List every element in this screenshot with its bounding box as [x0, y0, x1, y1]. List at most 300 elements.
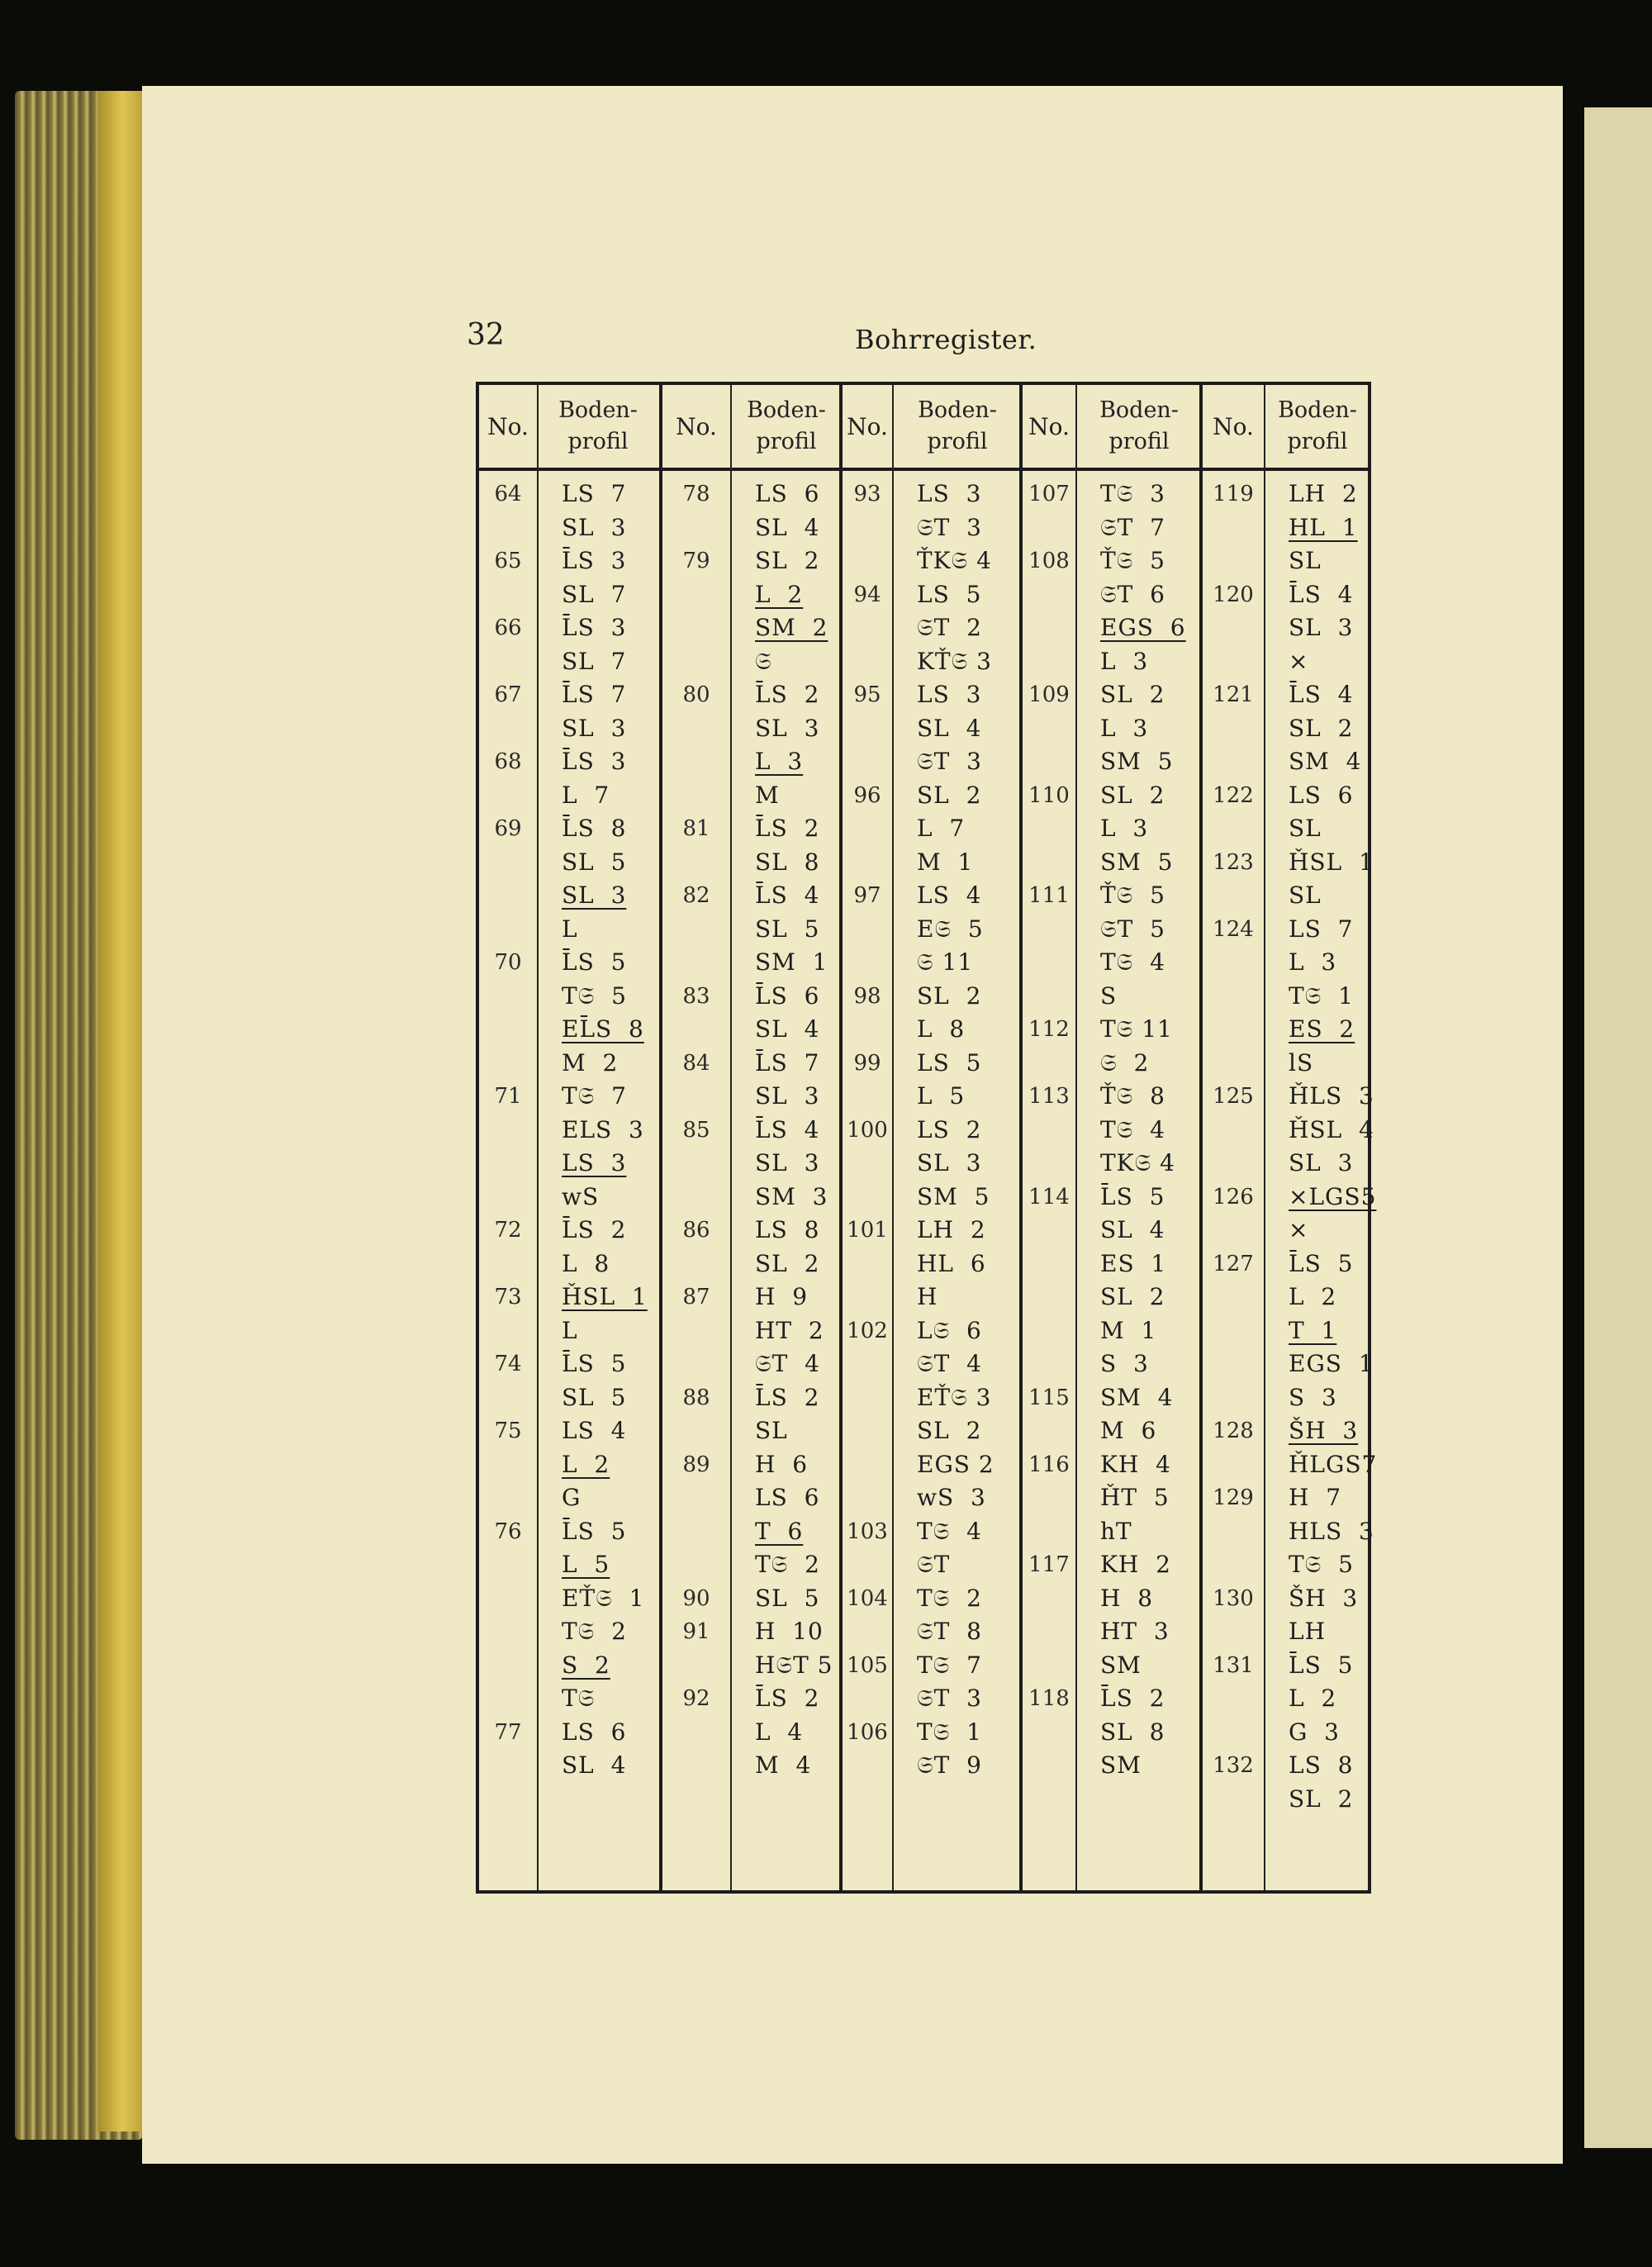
boring-number: [843, 1381, 892, 1414]
boring-number: [843, 946, 892, 979]
boring-number: [479, 1649, 537, 1682]
table-row: [843, 678, 1023, 711]
table-row: [843, 511, 1023, 544]
soil-profile-code: SL 4: [562, 1751, 627, 1779]
table-row: [662, 946, 843, 979]
table-row: [843, 1716, 1023, 1749]
column-header-bodenprofil: Boden- profil: [747, 397, 826, 454]
boring-number: 92: [682, 1686, 710, 1711]
table-row: [479, 1347, 659, 1381]
soil-profile-code: SL 5: [562, 848, 627, 876]
boring-number: [843, 846, 892, 879]
table-row: [479, 1314, 659, 1347]
soil-profile-code: M 6: [1100, 1417, 1157, 1444]
table-row: [479, 1080, 659, 1113]
table-row: [662, 645, 843, 678]
boring-number: [1203, 1047, 1264, 1080]
table-row: [662, 1214, 843, 1247]
boring-number: [1023, 980, 1075, 1013]
table-row: [662, 913, 843, 946]
soil-profile-code: SL 3: [755, 714, 820, 742]
table-row: [662, 712, 843, 745]
soil-profile-code: ȞLS 3: [1289, 1082, 1374, 1110]
table-row: [662, 1548, 843, 1581]
table-row: [843, 1448, 1023, 1481]
soil-profile-code: H: [917, 1283, 938, 1310]
boring-number: 87: [682, 1285, 710, 1309]
boring-number: [662, 1515, 730, 1548]
table-row: [843, 1347, 1023, 1381]
boring-number: 68: [494, 749, 522, 774]
soil-profile-code: LH 2: [917, 1216, 986, 1243]
soil-profile-code: KH 4: [1100, 1450, 1171, 1478]
table-row: [1203, 1047, 1371, 1080]
table-row: [662, 1147, 843, 1180]
boring-number: [479, 1548, 537, 1581]
soil-profile-code: L 2: [1289, 1283, 1337, 1310]
boring-number: [1203, 1381, 1264, 1414]
boring-number: [1023, 1214, 1075, 1247]
soil-profile-code: EGS 6: [1100, 614, 1186, 641]
boring-number: 131: [1213, 1652, 1254, 1678]
boring-number: 122: [1213, 782, 1254, 808]
boring-number: [1023, 1481, 1075, 1514]
table-row: [843, 1515, 1023, 1548]
soil-profile-code: L̄S 2: [755, 681, 820, 708]
soil-profile-code: L 4: [755, 1718, 804, 1746]
soil-profile-code: L 2: [562, 1450, 610, 1478]
table-row: [662, 1414, 843, 1447]
boring-number: [843, 1749, 892, 1782]
soil-profile-code: SL: [755, 1417, 788, 1444]
soil-profile-code: H 6: [755, 1450, 809, 1478]
boring-number: [479, 511, 537, 544]
soil-profile-code: L̄S 2: [562, 1216, 627, 1243]
soil-profile-code: 𝔖 2: [1100, 1048, 1150, 1076]
table-row: [843, 1615, 1023, 1648]
boring-number: 88: [682, 1385, 710, 1410]
boring-number: 132: [1213, 1753, 1254, 1778]
boring-number: [843, 511, 892, 544]
table-row: [843, 1481, 1023, 1514]
table-row: [1203, 879, 1371, 912]
boring-number: 110: [1028, 782, 1070, 808]
boring-number: 81: [682, 816, 710, 841]
boring-number: [662, 946, 730, 979]
boring-number: 67: [494, 682, 522, 707]
soil-profile-code: L̄S 2: [755, 1685, 820, 1712]
boring-number: [1023, 1114, 1075, 1147]
soil-profile-code: ȞT 5: [1100, 1484, 1170, 1511]
table-row: [843, 1147, 1023, 1180]
soil-profile-code: LH: [1289, 1618, 1327, 1645]
table-row: [1203, 812, 1371, 845]
soil-profile-code: L̄S 2: [755, 1383, 820, 1411]
soil-profile-code: SL 2: [917, 981, 982, 1010]
boring-number: 116: [1028, 1452, 1070, 1477]
soil-profile-code: LS 5: [917, 580, 982, 608]
table-row: [662, 1649, 843, 1682]
soil-profile-code: 𝔖T 6: [1100, 580, 1165, 608]
boring-number: 105: [847, 1652, 888, 1678]
soil-profile-code: T𝔖 7: [917, 1651, 982, 1679]
soil-profile-code: T𝔖 1: [1289, 981, 1354, 1010]
table-row: [1203, 1716, 1371, 1749]
table-row: [1203, 1114, 1374, 1147]
table-row: [479, 1414, 659, 1447]
boring-number: [1203, 745, 1264, 778]
soil-profile-code: L: [562, 1316, 578, 1344]
boring-number: 79: [682, 549, 710, 573]
boring-number: [1023, 611, 1075, 644]
soil-profile-code: HL 6: [917, 1249, 986, 1277]
soil-profile-code: HLS 3: [1289, 1517, 1374, 1545]
soil-profile-code: LS 7: [562, 480, 627, 507]
table-row: [1023, 1448, 1203, 1481]
table-row: [1023, 1716, 1203, 1749]
soil-profile-code: LS 3: [562, 1149, 627, 1176]
table-row: [1023, 1649, 1203, 1682]
boring-number: [1023, 1414, 1075, 1447]
boring-number: 130: [1213, 1585, 1254, 1611]
boring-number: [1203, 1515, 1264, 1548]
table-row: [479, 678, 659, 711]
soil-profile-code: KŤ𝔖 3: [917, 647, 992, 675]
soil-profile-code: T𝔖 2: [755, 1551, 820, 1578]
table-row: [843, 812, 1023, 845]
table-row: [479, 578, 659, 611]
facing-page-edge: [1584, 107, 1652, 2148]
table-row: [1023, 478, 1203, 511]
table-row: [1023, 946, 1203, 979]
table-row: [1203, 1281, 1371, 1314]
table-row: [843, 544, 1023, 577]
table-row: [479, 1181, 659, 1214]
boring-number: [662, 1080, 730, 1113]
boring-number: [1203, 1347, 1264, 1381]
boring-number: 111: [1028, 883, 1070, 908]
soil-profile-code: 𝔖T 3: [917, 1685, 982, 1712]
table-row: [843, 645, 1023, 678]
boring-number: 97: [853, 883, 881, 908]
soil-profile-code: L̄S 5: [1100, 1182, 1165, 1210]
boring-number: 121: [1213, 682, 1254, 707]
boring-number: [479, 1749, 537, 1782]
boring-number: [1023, 511, 1075, 544]
boring-number: [1203, 511, 1264, 544]
soil-profile-code: S 2: [562, 1651, 610, 1679]
table-row: [1023, 745, 1203, 778]
boring-number: [843, 544, 892, 577]
boring-number: 66: [494, 615, 522, 640]
soil-profile-code: M 1: [1100, 1316, 1157, 1344]
soil-profile-code: L̄S 5: [562, 1517, 627, 1545]
soil-profile-code: SL: [1289, 815, 1322, 842]
boring-number: 124: [1213, 916, 1254, 942]
soil-profile-code: LS 6: [1289, 781, 1354, 809]
soil-profile-code: LS 4: [562, 1417, 627, 1444]
boring-number: [1023, 1047, 1075, 1080]
table-row: [479, 1248, 659, 1281]
table-row: [843, 1214, 1023, 1247]
table-row: [662, 611, 843, 644]
boring-number: 82: [682, 883, 710, 908]
soil-profile-code: L 3: [1100, 815, 1149, 842]
soil-profile-code: L̄S 5: [1289, 1651, 1354, 1679]
table-row: [1203, 478, 1371, 511]
soil-profile-code: G: [562, 1484, 582, 1511]
boring-number: [1023, 1147, 1075, 1180]
soil-profile-code: SL 3: [755, 1082, 820, 1110]
boring-number: [843, 1248, 892, 1281]
table-section: [479, 385, 659, 1890]
boring-number: [479, 645, 537, 678]
boring-number: 65: [494, 549, 522, 573]
table-row: [479, 980, 659, 1013]
soil-profile-code: S: [1100, 981, 1118, 1010]
soil-profile-code: 𝔖T 9: [917, 1751, 982, 1779]
boring-number: [479, 1682, 537, 1715]
soil-profile-code: L̄S 8: [562, 815, 627, 842]
boring-number: [843, 1615, 892, 1648]
boring-number: [1203, 712, 1264, 745]
soil-profile-code: SL 2: [1100, 781, 1165, 809]
boring-number: [1023, 578, 1075, 611]
table-row: [662, 1281, 843, 1314]
boring-number: [1203, 1314, 1264, 1347]
soil-profile-code: L 8: [917, 1015, 966, 1043]
boring-number: [1203, 879, 1264, 912]
soil-profile-code: 𝔖T 5: [1100, 915, 1165, 943]
table-row: [1023, 1414, 1203, 1447]
table-row: [479, 946, 659, 979]
table-row: [662, 478, 843, 511]
soil-profile-code: 𝔖T 2: [917, 614, 982, 641]
soil-profile-code: ×: [1289, 647, 1309, 675]
soil-profile-code: L̄S 5: [562, 948, 627, 976]
table-section: [1199, 385, 1378, 1890]
table-row: [843, 1414, 1023, 1447]
soil-profile-code: EL̄S 8: [562, 1015, 644, 1043]
table-row: [1023, 511, 1203, 544]
table-row: [843, 1682, 1023, 1715]
table-row: [662, 1080, 843, 1113]
table-row: [662, 1314, 843, 1347]
boring-number: [1203, 611, 1264, 644]
soil-profile-code: SL 2: [917, 781, 982, 809]
table-row: [1203, 1783, 1371, 1816]
boring-number: [1023, 1582, 1075, 1615]
soil-profile-code: SL: [1289, 547, 1322, 574]
boring-number: 89: [682, 1452, 710, 1477]
boring-number: 108: [1028, 549, 1070, 573]
boring-number: [1203, 1615, 1264, 1648]
soil-profile-code: L 7: [917, 815, 966, 842]
table-row: [1023, 678, 1203, 711]
soil-profile-code: ȞSL 1: [562, 1283, 648, 1310]
table-row: [1203, 1448, 1378, 1481]
boring-number: 86: [682, 1218, 710, 1243]
table-row: [479, 879, 659, 912]
soil-profile-code: T𝔖 5: [1289, 1551, 1354, 1578]
soil-profile-code: L̄S 4: [755, 882, 820, 909]
soil-profile-code: T𝔖 4: [1100, 948, 1165, 976]
boring-number: [843, 1013, 892, 1046]
boring-number: [1023, 846, 1075, 879]
boring-number: 95: [853, 682, 881, 707]
boring-number: [479, 779, 537, 812]
table-row: [843, 1314, 1023, 1347]
table-row: [479, 1147, 659, 1180]
soil-profile-code: SL 3: [755, 1149, 820, 1176]
soil-profile-code: SM: [1100, 1751, 1142, 1779]
soil-profile-code: S 3: [1289, 1383, 1337, 1411]
table-row: [662, 1481, 843, 1514]
boring-number: [662, 913, 730, 946]
boring-number: [1023, 1314, 1075, 1347]
table-row: [479, 1716, 659, 1749]
table-row: [1023, 1114, 1203, 1147]
boring-number: 73: [494, 1285, 522, 1309]
soil-profile-code: ES 1: [1100, 1249, 1167, 1277]
soil-profile-code: SL 8: [1100, 1718, 1165, 1746]
soil-profile-code: SL 5: [562, 1383, 627, 1411]
boring-number: 103: [847, 1518, 888, 1544]
soil-profile-code: SL 4: [755, 1015, 820, 1043]
table-row: [1023, 1147, 1203, 1180]
soil-profile-code: L̄S 7: [562, 681, 627, 708]
boring-number: [1203, 812, 1264, 845]
soil-profile-code: T𝔖 4: [917, 1517, 982, 1545]
table-row: [662, 1582, 843, 1615]
table-row: [1023, 1381, 1203, 1414]
table-row: [843, 1381, 1023, 1414]
boring-number: [1203, 1281, 1264, 1314]
soil-profile-code: 𝔖: [755, 647, 772, 675]
soil-profile-code: 𝔖T 3: [917, 513, 982, 541]
boring-number: [479, 879, 537, 912]
column-header-no: No.: [1213, 412, 1254, 440]
table-row: [843, 1749, 1023, 1782]
soil-profile-code: ȞSL 1: [1289, 848, 1374, 876]
table-row: [1023, 846, 1203, 879]
soil-profile-code: SL 3: [917, 1149, 982, 1176]
table-row: [843, 946, 1023, 979]
table-row: [479, 1749, 659, 1782]
table-row: [1023, 1515, 1203, 1548]
soil-profile-code: S 3: [1100, 1350, 1149, 1377]
table-row: [662, 511, 843, 544]
soil-profile-code: L 3: [1289, 948, 1337, 976]
column-header-no: No.: [676, 412, 717, 440]
table-row: [1023, 1047, 1203, 1080]
boring-number: [1203, 1783, 1264, 1816]
boring-number: 75: [494, 1419, 522, 1443]
table-row: [662, 879, 843, 912]
soil-profile-code: L 5: [562, 1551, 610, 1578]
table-row: [479, 1047, 659, 1080]
table-row: [1203, 1649, 1371, 1682]
soil-profile-code: HT 2: [755, 1316, 824, 1344]
table-row: [1203, 611, 1371, 644]
table-row: [843, 846, 1023, 879]
boring-number: [479, 846, 537, 879]
soil-profile-code: SL 2: [1289, 1785, 1354, 1813]
soil-profile-code: LH 2: [1289, 480, 1358, 507]
boring-number: 106: [847, 1719, 888, 1745]
soil-profile-code: SM 4: [1100, 1383, 1174, 1411]
soil-profile-code: SL 4: [755, 513, 820, 541]
boring-number: 125: [1213, 1084, 1254, 1109]
table-row: [1023, 879, 1203, 912]
boring-number: 119: [1213, 482, 1254, 506]
boring-number: [662, 712, 730, 745]
table-row: [662, 1013, 843, 1046]
boring-number: 84: [682, 1050, 710, 1076]
soil-profile-code: SL: [1289, 882, 1322, 909]
table-row: [843, 611, 1023, 644]
boring-number: [662, 779, 730, 812]
book-gilded-edge: [97, 91, 147, 2132]
soil-profile-code: SL 7: [562, 647, 627, 675]
soil-profile-code: L̄S 5: [562, 1350, 627, 1377]
soil-profile-code: SL 2: [1100, 1283, 1165, 1310]
table-row: [1023, 1181, 1203, 1214]
soil-profile-code: SM 5: [1100, 848, 1174, 876]
table-row: [662, 1615, 843, 1648]
boring-number: [662, 1147, 730, 1180]
table-row: [1203, 578, 1371, 611]
boring-number: [843, 1347, 892, 1381]
soil-profile-code: 𝔖T 3: [917, 748, 982, 775]
soil-profile-code: 𝔖T 4: [917, 1350, 982, 1377]
soil-profile-code: 𝔖 11: [917, 948, 974, 976]
table-row: [1203, 1414, 1371, 1447]
boring-number: 83: [682, 983, 710, 1009]
soil-profile-code: SL 3: [1289, 614, 1354, 641]
soil-profile-code: LS 4: [917, 882, 982, 909]
soil-profile-code: SL 4: [1100, 1216, 1165, 1243]
table-row: [479, 1615, 659, 1648]
soil-profile-code: T𝔖 11: [1100, 1015, 1173, 1043]
boring-number: [1203, 645, 1264, 678]
soil-profile-code: SM 5: [917, 1182, 990, 1210]
table-row: [479, 544, 659, 577]
table-row: [1023, 645, 1203, 678]
boring-number: 64: [494, 482, 522, 506]
soil-profile-code: H𝔖T 5: [755, 1651, 833, 1679]
soil-profile-code: T 6: [755, 1517, 804, 1545]
boring-number: 123: [1213, 849, 1254, 875]
soil-profile-code: M 4: [755, 1751, 812, 1779]
boring-number: 117: [1028, 1552, 1070, 1577]
table-row: [1023, 1248, 1203, 1281]
boring-number: [843, 1080, 892, 1113]
boring-number: 118: [1028, 1686, 1070, 1711]
boring-number: 104: [847, 1585, 888, 1611]
table-row: [662, 1381, 843, 1414]
boring-number: [479, 712, 537, 745]
table-row: [1023, 1013, 1203, 1046]
soil-profile-code: SL 5: [755, 915, 820, 943]
boring-number: 115: [1028, 1385, 1070, 1410]
table-row: [1023, 779, 1203, 812]
soil-profile-code: SL 5: [755, 1584, 820, 1612]
boring-number: 128: [1213, 1419, 1254, 1443]
table-row: [1203, 1582, 1371, 1615]
table-row: [843, 578, 1023, 611]
table-row: [843, 1080, 1023, 1113]
